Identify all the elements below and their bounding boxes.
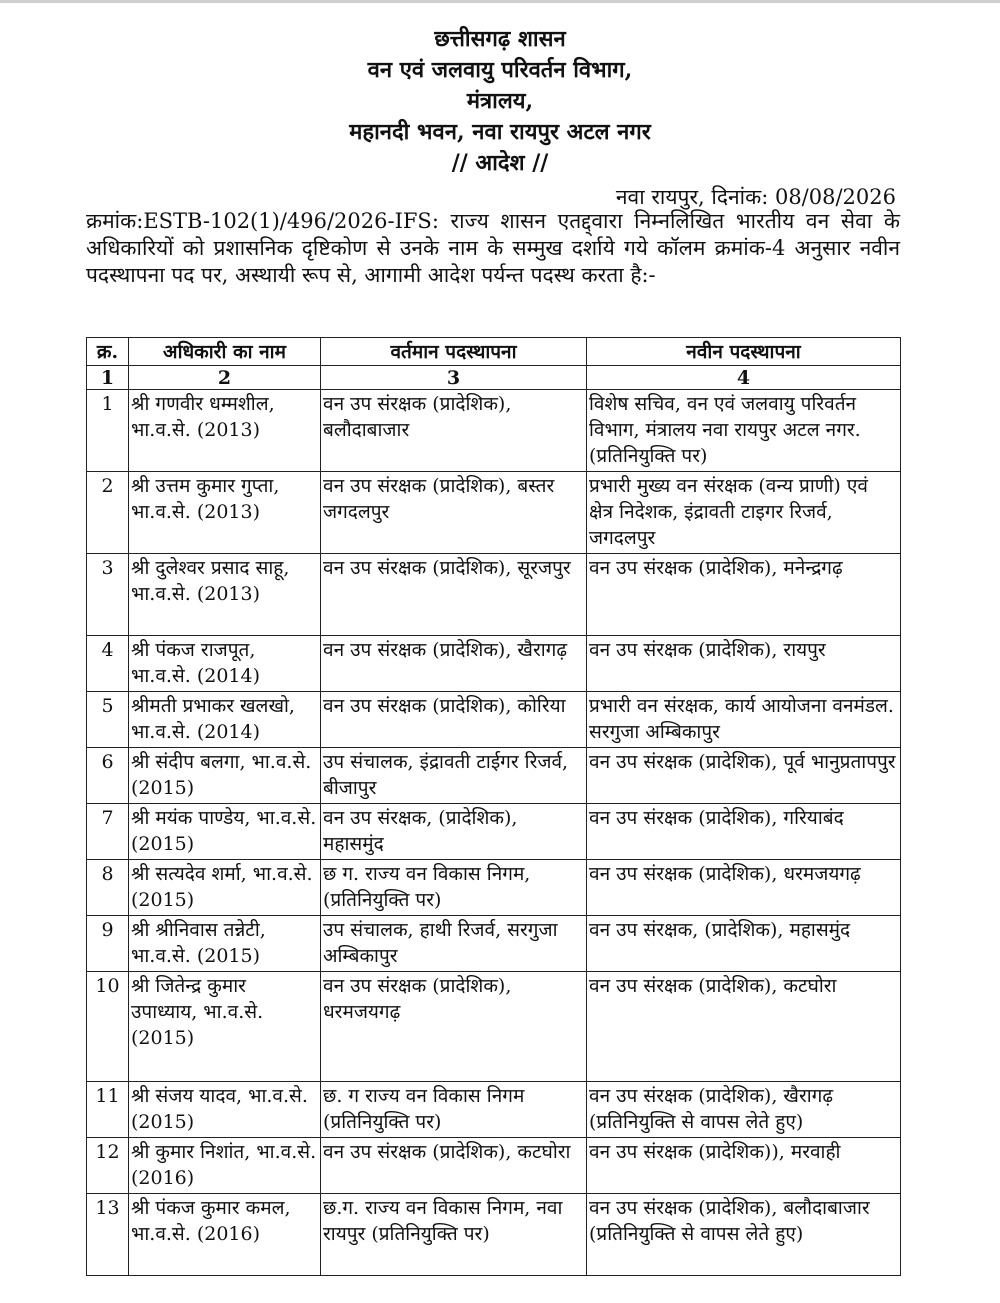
current-posting-cell: वन उप संरक्षक (प्रादेशिक), कोरिया — [321, 692, 587, 748]
new-posting-cell: वन उप संरक्षक (प्रादेशिक), गरियाबंद — [587, 804, 901, 860]
table-row — [87, 554, 901, 636]
officer-name-cell: श्री श्रीनिवास तन्नेटी, भा.व.से. (2015) — [129, 916, 321, 972]
table-row — [87, 972, 901, 1082]
serial-cell: 10 — [87, 972, 129, 1082]
current-posting-cell: वन उप संरक्षक (प्रादेशिक), बलौदाबाजार — [321, 390, 587, 472]
table-row — [87, 692, 901, 748]
current-posting-cell: वन उप संरक्षक (प्रादेशिक), खैरागढ़ — [321, 636, 587, 692]
new-posting-cell: वन उप संरक्षक (प्रादेशिक), रायपुर — [587, 636, 901, 692]
table-row — [87, 636, 901, 692]
table-row — [87, 390, 901, 472]
serial-cell: 5 — [87, 692, 129, 748]
header-new-posting: नवीन पदस्थापना — [587, 338, 901, 366]
column-number: 2 — [129, 366, 321, 390]
new-posting-cell: वन उप संरक्षक (प्रादेशिक), कटघोरा — [587, 972, 901, 1082]
officer-name-cell: श्री पंकज कुमार कमल, भा.व.से. (2016) — [129, 1194, 321, 1276]
top-border-line — [0, 0, 1000, 3]
new-posting-cell: वन उप संरक्षक (प्रादेशिक), पूर्व भानुप्रतापपुर — [587, 748, 901, 804]
new-posting-cell: वन उप संरक्षक (प्रादेशिक), मनेन्द्रगढ़ — [587, 554, 901, 636]
header-serial: क्र. — [87, 338, 129, 366]
officer-name-cell: श्री गणवीर धम्मशील, भा.व.से. (2013) — [129, 390, 321, 472]
serial-cell: 13 — [87, 1194, 129, 1276]
serial-cell: 1 — [87, 390, 129, 472]
order-title: // आदेश // — [451, 150, 549, 176]
serial-cell: 2 — [87, 472, 129, 554]
serial-cell: 7 — [87, 804, 129, 860]
order-date: नवा रायपुर, दिनांक: 08/08/2026 — [615, 185, 896, 209]
current-posting-cell: छ. ग राज्य वन विकास निगम (प्रतिनियुक्ति पर) — [321, 1082, 587, 1138]
serial-cell: 4 — [87, 636, 129, 692]
office-address: महानदी भवन, नवा रायपुर अटल नगर — [349, 119, 651, 145]
serial-cell: 6 — [87, 748, 129, 804]
new-posting-cell: वन उप संरक्षक (प्रादेशिक), धरमजयगढ़ — [587, 860, 901, 916]
posting-table — [86, 337, 901, 1276]
table-row — [87, 1138, 901, 1194]
current-posting-cell: वन उप संरक्षक (प्रादेशिक), सूरजपुर — [321, 554, 587, 636]
header-current-posting: वर्तमान पदस्थापना — [321, 338, 587, 366]
officer-name-cell: श्रीमती प्रभाकर खलखो, भा.व.से. (2014) — [129, 692, 321, 748]
table-row — [87, 860, 901, 916]
officer-name-cell: श्री दुलेश्वर प्रसाद साहू, भा.व.से. (2013) — [129, 554, 321, 636]
new-posting-cell: वन उप संरक्षक (प्रादेशिक)), मरवाही — [587, 1138, 901, 1194]
order-intro-paragraph: क्रमांक:ESTB-102(1)/496/2026-IFS: राज्य शासन एतद्द्वारा निम्नलिखित भारतीय वन सेवा के अधिकारियों को प्रशासनिक दृष्टिकोण से उनके नाम के सम्मुख दर्शाये गये कॉलम क्रमांक-4 अनुसार नवीन पदस्थापना पद पर, अस्थायी रूप से, आगामी आदेश पर्यन्त पदस्थ करता है:- — [86, 209, 900, 287]
serial-cell: 8 — [87, 860, 129, 916]
new-posting-cell: प्रभारी वन संरक्षक, कार्य आयोजना वनमंडल. सरगुजा अम्बिकापुर — [587, 692, 901, 748]
current-posting-cell: उप संचालक, हाथी रिजर्व, सरगुजा अम्बिकापुर — [321, 916, 587, 972]
serial-cell: 11 — [87, 1082, 129, 1138]
current-posting-cell: वन उप संरक्षक (प्रादेशिक), बस्तर जगदलपुर — [321, 472, 587, 554]
current-posting-cell: वन उप संरक्षक (प्रादेशिक), धरमजयगढ़ — [321, 972, 587, 1082]
column-number: 3 — [321, 366, 587, 390]
table-header-row — [87, 338, 901, 366]
officer-name-cell: श्री कुमार निशांत, भा.व.से. (2016) — [129, 1138, 321, 1194]
government-name: छत्तीसगढ़ शासन — [434, 26, 566, 52]
header-officer-name: अधिकारी का नाम — [129, 338, 321, 366]
table-row — [87, 916, 901, 972]
officer-name-cell: श्री जितेन्द्र कुमार उपाध्याय, भा.व.से. (2015) — [129, 972, 321, 1082]
new-posting-cell: विशेष सचिव, वन एवं जलवायु परिवर्तन विभाग, मंत्रालय नवा रायपुर अटल नगर. (प्रतिनियुक्ति पर) — [587, 390, 901, 472]
officer-name-cell: श्री उत्तम कुमार गुप्ता, भा.व.से. (2013) — [129, 472, 321, 554]
department-name: वन एवं जलवायु परिवर्तन विभाग, — [367, 57, 633, 83]
new-posting-cell: वन उप संरक्षक, (प्रादेशिक), महासमुंद — [587, 916, 901, 972]
current-posting-cell: वन उप संरक्षक (प्रादेशिक), कटघोरा — [321, 1138, 587, 1194]
current-posting-cell: उप संचालक, इंद्रावती टाईगर रिजर्व, बीजापुर — [321, 748, 587, 804]
officer-name-cell: श्री संदीप बलगा, भा.व.से. (2015) — [129, 748, 321, 804]
officer-name-cell: श्री पंकज राजपूत, भा.व.से. (2014) — [129, 636, 321, 692]
table-row — [87, 472, 901, 554]
new-posting-cell: प्रभारी मुख्य वन संरक्षक (वन्य प्राणी) एवं क्षेत्र निदेशक, इंद्रावती टाइगर रिजर्व, जगदलपुर — [587, 472, 901, 554]
table-row — [87, 748, 901, 804]
table-row — [87, 1082, 901, 1138]
column-number: 4 — [587, 366, 901, 390]
current-posting-cell: छ ग. राज्य वन विकास निगम, (प्रतिनियुक्ति पर) — [321, 860, 587, 916]
new-posting-cell: वन उप संरक्षक (प्रादेशिक), बलौदाबाजार (प्रतिनियुक्ति से वापस लेते हुए) — [587, 1194, 901, 1276]
officer-name-cell: श्री संजय यादव, भा.व.से. (2015) — [129, 1082, 321, 1138]
officer-name-cell: श्री सत्यदेव शर्मा, भा.व.से. (2015) — [129, 860, 321, 916]
ministry-name: मंत्रालय, — [466, 88, 534, 114]
officer-name-cell: श्री मयंक पाण्डेय, भा.व.से. (2015) — [129, 804, 321, 860]
column-number: 1 — [87, 366, 129, 390]
table-row — [87, 804, 901, 860]
document-header — [0, 24, 1000, 179]
serial-cell: 12 — [87, 1138, 129, 1194]
column-number-row — [87, 366, 901, 390]
new-posting-cell: वन उप संरक्षक (प्रादेशिक), खैरागढ़ (प्रतिनियुक्ति से वापस लेते हुए) — [587, 1082, 901, 1138]
current-posting-cell: वन उप संरक्षक, (प्रादेशिक), महासमुंद — [321, 804, 587, 860]
current-posting-cell: छ.ग. राज्य वन विकास निगम, नवा रायपुर (प्रतिनियुक्ति पर) — [321, 1194, 587, 1276]
table-row — [87, 1194, 901, 1276]
serial-cell: 3 — [87, 554, 129, 636]
serial-cell: 9 — [87, 916, 129, 972]
